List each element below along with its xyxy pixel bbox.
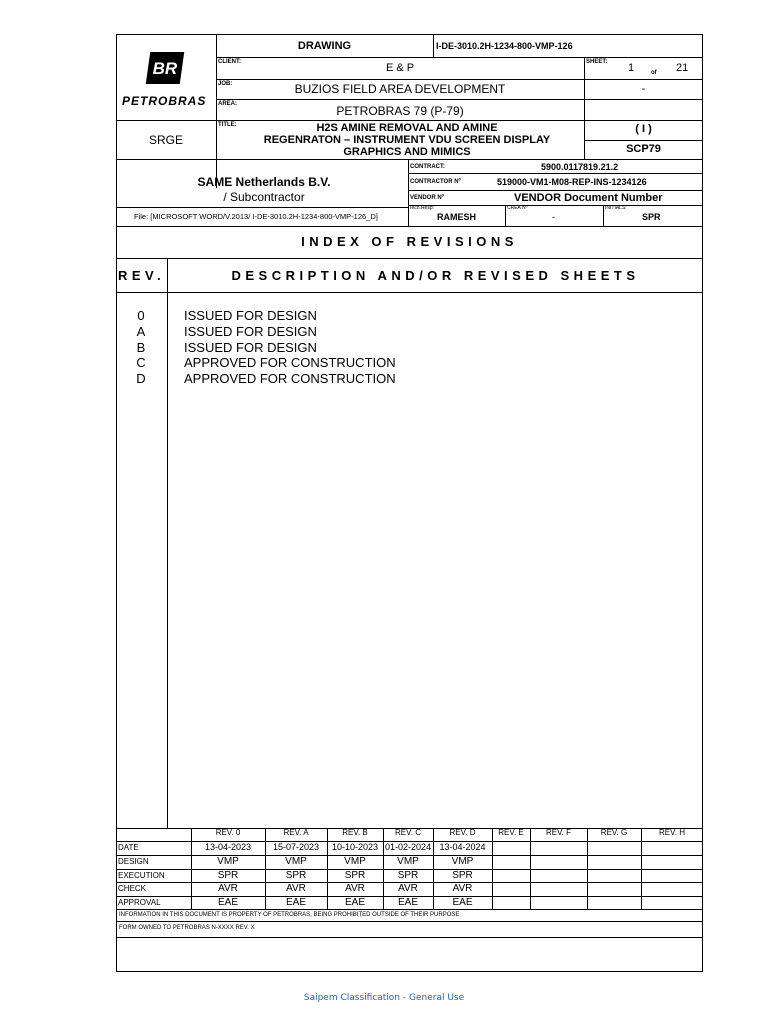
rev-table-cell: 13-04-2024 <box>439 842 486 852</box>
revision-description: APPROVED FOR CONSTRUCTION <box>184 355 396 371</box>
title-line: GRAPHICS AND MIMICS <box>343 146 471 158</box>
sheet-total: 21 <box>676 62 689 74</box>
rev-table-cell: SPR <box>397 870 419 881</box>
header-divider <box>116 226 703 227</box>
header-divider <box>216 57 703 58</box>
rev-table-column-header: REV. D <box>449 828 476 837</box>
area-value: PETROBRAS 79 (P-79) <box>336 104 464 118</box>
revision-description: ISSUED FOR DESIGN <box>184 323 317 339</box>
rev-table-cell: SPR <box>452 870 473 881</box>
rev-table-cell: AVR <box>218 883 238 894</box>
table-rule <box>492 828 493 909</box>
drawing-number: I-DE-3010.2H-1234-800-VMP-126 <box>436 41 573 51</box>
file-path: File: [MICROSOFT WORD/V.2013/ I-DE-3010.2H-1234-800-VMP-126_D] <box>134 212 378 221</box>
client-value: E & P <box>385 62 415 74</box>
vendor-no-value: VENDOR Document Number <box>514 192 663 204</box>
property-notice: INFORMATION IN THIS DOCUMENT IS PROPERTY OF PETROBRAS, BEING PROHIBITED OUTSIDE OF THEIR PURPOSE <box>119 912 460 918</box>
rev-table-cell: EAE <box>397 897 418 908</box>
rev-table-row-label: CHECK <box>118 884 147 893</box>
rev-table-row-label: EXECUTION <box>118 871 165 880</box>
rev-table-cell: SPR <box>285 870 307 881</box>
vendor-no-label: VENDOR Nº <box>410 195 444 201</box>
rev-table-column-header: REV. C <box>395 828 421 837</box>
drawing-label: DRAWING <box>297 40 352 52</box>
revision-description: APPROVED FOR CONSTRUCTION <box>184 371 396 387</box>
header-divider <box>216 79 703 80</box>
rev-table-cell: VMP <box>451 856 474 867</box>
rev-table-cell: VMP <box>397 856 419 867</box>
rev-table-cell: 13-04-2023 <box>204 842 252 852</box>
table-rule <box>641 828 642 909</box>
rev-table-cell: SPR <box>344 870 366 881</box>
rev-table-cell: AVR <box>345 883 365 894</box>
header-divider <box>116 159 703 160</box>
index-title: INDEX OF REVISIONS <box>301 234 518 249</box>
rev-table-cell: EAE <box>285 897 306 908</box>
header-divider <box>433 34 434 57</box>
classification-footer: Saipem Classification - General Use <box>303 993 465 1003</box>
table-rule <box>433 828 434 909</box>
tech-resp-label: Tech.Resp: <box>409 205 435 211</box>
header-divider <box>408 173 703 174</box>
header-divider <box>216 99 703 100</box>
rev-table-row-label: APPROVAL <box>118 898 161 907</box>
footer-divider <box>116 937 703 938</box>
title-label: TITLE: <box>218 122 237 128</box>
rev-table-column-header: REV. G <box>600 828 628 837</box>
table-rule <box>383 828 384 909</box>
rev-table-cell: AVR <box>286 883 306 894</box>
rev-table-cell: EAE <box>344 897 365 908</box>
index-divider <box>116 258 703 259</box>
sheet-of: of <box>651 70 657 76</box>
tech-resp-value: RAMESH <box>437 212 477 222</box>
job-value: BUZIOS FIELD AREA DEVELOPMENT <box>294 82 506 96</box>
petrobras-logo: BR <box>146 52 184 84</box>
index-divider <box>116 292 703 293</box>
sheet-number: 1 <box>628 62 635 74</box>
revision-code: 0 <box>137 308 145 323</box>
unit-code: SRGE <box>148 133 183 147</box>
rev-table-cell: AVR <box>452 883 473 894</box>
classification: ( I ) <box>635 123 652 135</box>
rev-table-column-header: REV. 0 <box>215 828 241 837</box>
rev-table-cell: 10-10-2023 <box>331 842 379 852</box>
table-rule <box>327 828 328 909</box>
rev-table-cell: EAE <box>452 897 473 908</box>
form-note: FORM OWNED TO PETROBRAS N-XXXX REV. X <box>119 925 255 931</box>
table-rule <box>265 828 266 909</box>
contractor-no-label: CONTRACTOR Nº <box>410 179 461 185</box>
header-divider <box>116 207 408 208</box>
rev-table-cell: SPR <box>217 870 239 881</box>
revision-code: C <box>136 355 146 371</box>
contract-label: CONTRACT: <box>410 164 445 170</box>
footer-divider <box>116 909 703 910</box>
rev-table-cell: VMP <box>217 856 239 867</box>
rev-table-cell: 15-07-2023 <box>272 842 320 852</box>
revision-code: B <box>136 339 146 355</box>
rev-table-cell: 01-02-2024 <box>384 842 432 852</box>
company-name: PETROBRAS <box>122 94 207 108</box>
header-divider <box>505 205 506 226</box>
job-extra: - <box>641 83 646 95</box>
header-divider <box>603 205 604 226</box>
header-divider <box>408 205 703 206</box>
initials-label: INITIALS: <box>605 205 627 211</box>
area-label: AREA: <box>218 101 237 107</box>
revision-code: A <box>136 323 146 339</box>
header-divider <box>408 159 409 226</box>
rev-table-cell: EAE <box>217 897 238 908</box>
contractor-no-value: 519000-VM1-M08-REP-INS-1234126 <box>497 177 647 187</box>
revision-description: ISSUED FOR DESIGN <box>184 308 317 323</box>
footer-divider <box>116 921 703 922</box>
crea-label: CREA Nº <box>507 205 528 211</box>
rev-table-column-header: REV. A <box>283 828 309 837</box>
title-line: H2S AMINE REMOVAL AND AMINE <box>316 122 498 134</box>
table-rule <box>587 828 588 909</box>
contractor-name: SAME Netherlands B.V. <box>197 175 331 189</box>
rev-column-divider <box>167 258 168 828</box>
header-divider <box>116 120 703 121</box>
client-label: CLIENT: <box>218 59 241 65</box>
rev-table-cell: AVR <box>398 883 418 894</box>
contractor-name: / Subcontractor <box>223 190 305 204</box>
initials-value: SPR <box>642 212 661 222</box>
contract-value: 5900.0117819.21.2 <box>541 162 619 172</box>
system-code: SCP79 <box>626 143 661 155</box>
description-column-header: DESCRIPTION AND/OR REVISED SHEETS <box>231 268 640 283</box>
rev-column-header: REV. <box>118 268 166 283</box>
header-divider <box>584 140 703 141</box>
rev-table-column-header: REV. B <box>342 828 368 837</box>
crea-value: - <box>552 212 555 222</box>
table-rule <box>530 828 531 909</box>
revision-code: D <box>136 371 146 387</box>
table-rule <box>191 828 192 909</box>
rev-table-cell: VMP <box>285 856 307 867</box>
rev-table-row-label: DESIGN <box>118 857 149 866</box>
title-line: REGENRATON – INSTRUMENT VDU SCREEN DISPLAY <box>263 134 551 146</box>
rev-table-column-header: REV. E <box>498 828 524 837</box>
rev-table-cell: VMP <box>344 856 366 867</box>
rev-table-column-header: REV. H <box>659 828 685 837</box>
job-label: JOB: <box>218 81 233 87</box>
revision-description: ISSUED FOR DESIGN <box>184 339 317 355</box>
sheet-label: SHEET: <box>586 59 608 65</box>
header-divider <box>408 190 703 191</box>
rev-table-row-label: DATE <box>118 843 139 852</box>
rev-table-column-header: REV. F <box>545 828 572 837</box>
